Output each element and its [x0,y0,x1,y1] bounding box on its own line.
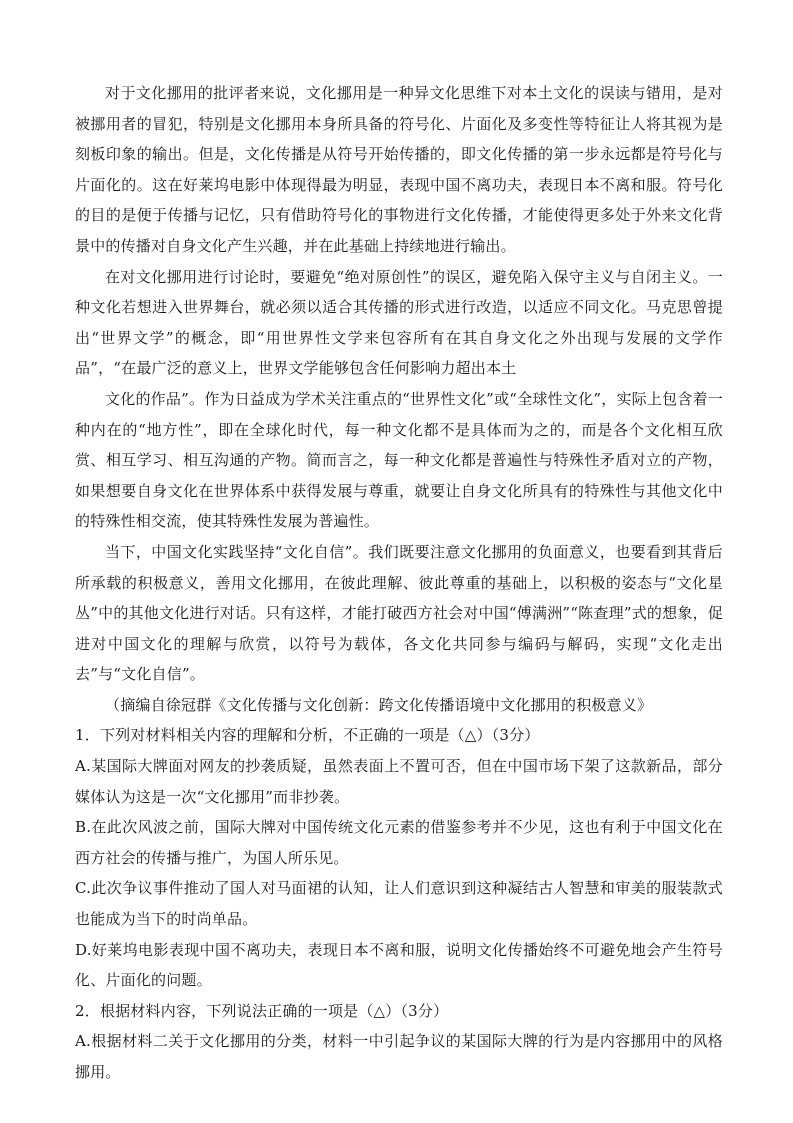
question-1 [75,720,723,995]
article-paragraph-1: 对于文化挪用的批评者来说，文化挪用是一种异文化思维下对本土文化的误读与错用，是对被挪用者的冒犯，特别是文化挪用本身所具备的符号化、片面化及多变性等特征让人将其视为是刻板印象的输出。但是，文化传播是从符号开始传播的，即文化传播的第一步永远都是符号化与片面化的。这在好莱坞电影中体现得最为明显，表现中国不离功夫，表现日本不离和服。符号化的目的是便于传播与记忆，只有借助符号化的事物进行文化传播，才能使得更多处于外来文化背景中的传播对自身文化产生兴趣，并在此基础上持续地进行输出。 [75,84,723,255]
question-1-option-d: D.好莱坞电影表现中国不离功夫，表现日本不离和服，说明文化传播始终不可避免地会产生符号化、片面化的问题。 [75,940,723,990]
question-2-stem: 2．根据材料内容，下列说法正确的一项是（△）（3分） [75,1001,449,1020]
question-2 [75,996,723,1088]
article-paragraph-3: 文化的作品”。作为日益成为学术关注重点的“世界性文化”或“全球性文化”，实际上包含着一种内在的“地方性”，即在全球化时代，每一种文化都不是具体而为之的，而是各个文化相互欣赏、相互学习、相互沟通的产物。简而言之，每一种文化都是普遍性与特殊性矛盾对立的产物，如果想要自身文化在世界体系中获得发展与尊重，就要让自身文化所具有的特殊性与其他文化中的特殊性相交流，使其特殊性发展为普遍性。 [75,389,723,531]
article-paragraph-2: 在对文化挪用进行讨论时，要避免“绝对原创性”的误区，避免陷入保守主义与自闭主义。一种文化若想进入世界舞台，就必须以适合其传播的形式进行改造，以适应不同文化。马克思曾提出“世界文学”的概念，即“用世界性文学来包容所有在其自身文化之外出现与发展的文学作品”，“在最广泛的意义上，世界文学能够包含任何影响力超出本土 [75,267,723,378]
question-2-option-a: A.根据材料二关于文化挪用的分类，材料一中引起争议的某国际大牌的行为是内容挪用中的风格挪用。 [75,1032,723,1081]
question-1-option-a: A.某国际大牌面对网友的抄袭质疑，虽然表面上不置可否，但在中国市场下架了这款新品，部分媒体认为这是一次“文化挪用”而非抄袭。 [75,757,723,806]
document-page [75,78,723,1088]
question-1-option-c: C.此次争议事件推动了国人对马面裙的认知，让人们意识到这种凝结古人智慧和审美的服装款式也能成为当下的时尚单品。 [75,879,723,929]
article-paragraph-4: 当下，中国文化实践坚持“文化自信”。我们既要注意文化挪用的负面意义，也要看到其背后所承载的积极意义，善用文化挪用，在彼此理解、彼此尊重的基础上，以积极的姿态与“文化星丛”中的其他文化进行对话。只有这样，才能打破西方社会对中国“傅满洲”“陈查理”式的想象，促进对中国文化的理解与欣赏，以符号为载体，各文化共同参与编码与解码，实现“文化走出去”与“文化自信”。 [75,542,723,684]
question-1-option-b: B.在此次风波之前，国际大牌对中国传统文化元素的借鉴参考并不少见，这也有利于中国文化在西方社会的传播与推广，为国人所乐见。 [75,818,723,867]
article-source: （摘编自徐冠群《文化传播与文化创新：跨文化传播语境中文化挪用的积极意义》 [105,695,653,714]
question-1-stem: 1．下列对材料相关内容的理解和分析，不正确的一项是（△）（3分） [75,726,540,745]
